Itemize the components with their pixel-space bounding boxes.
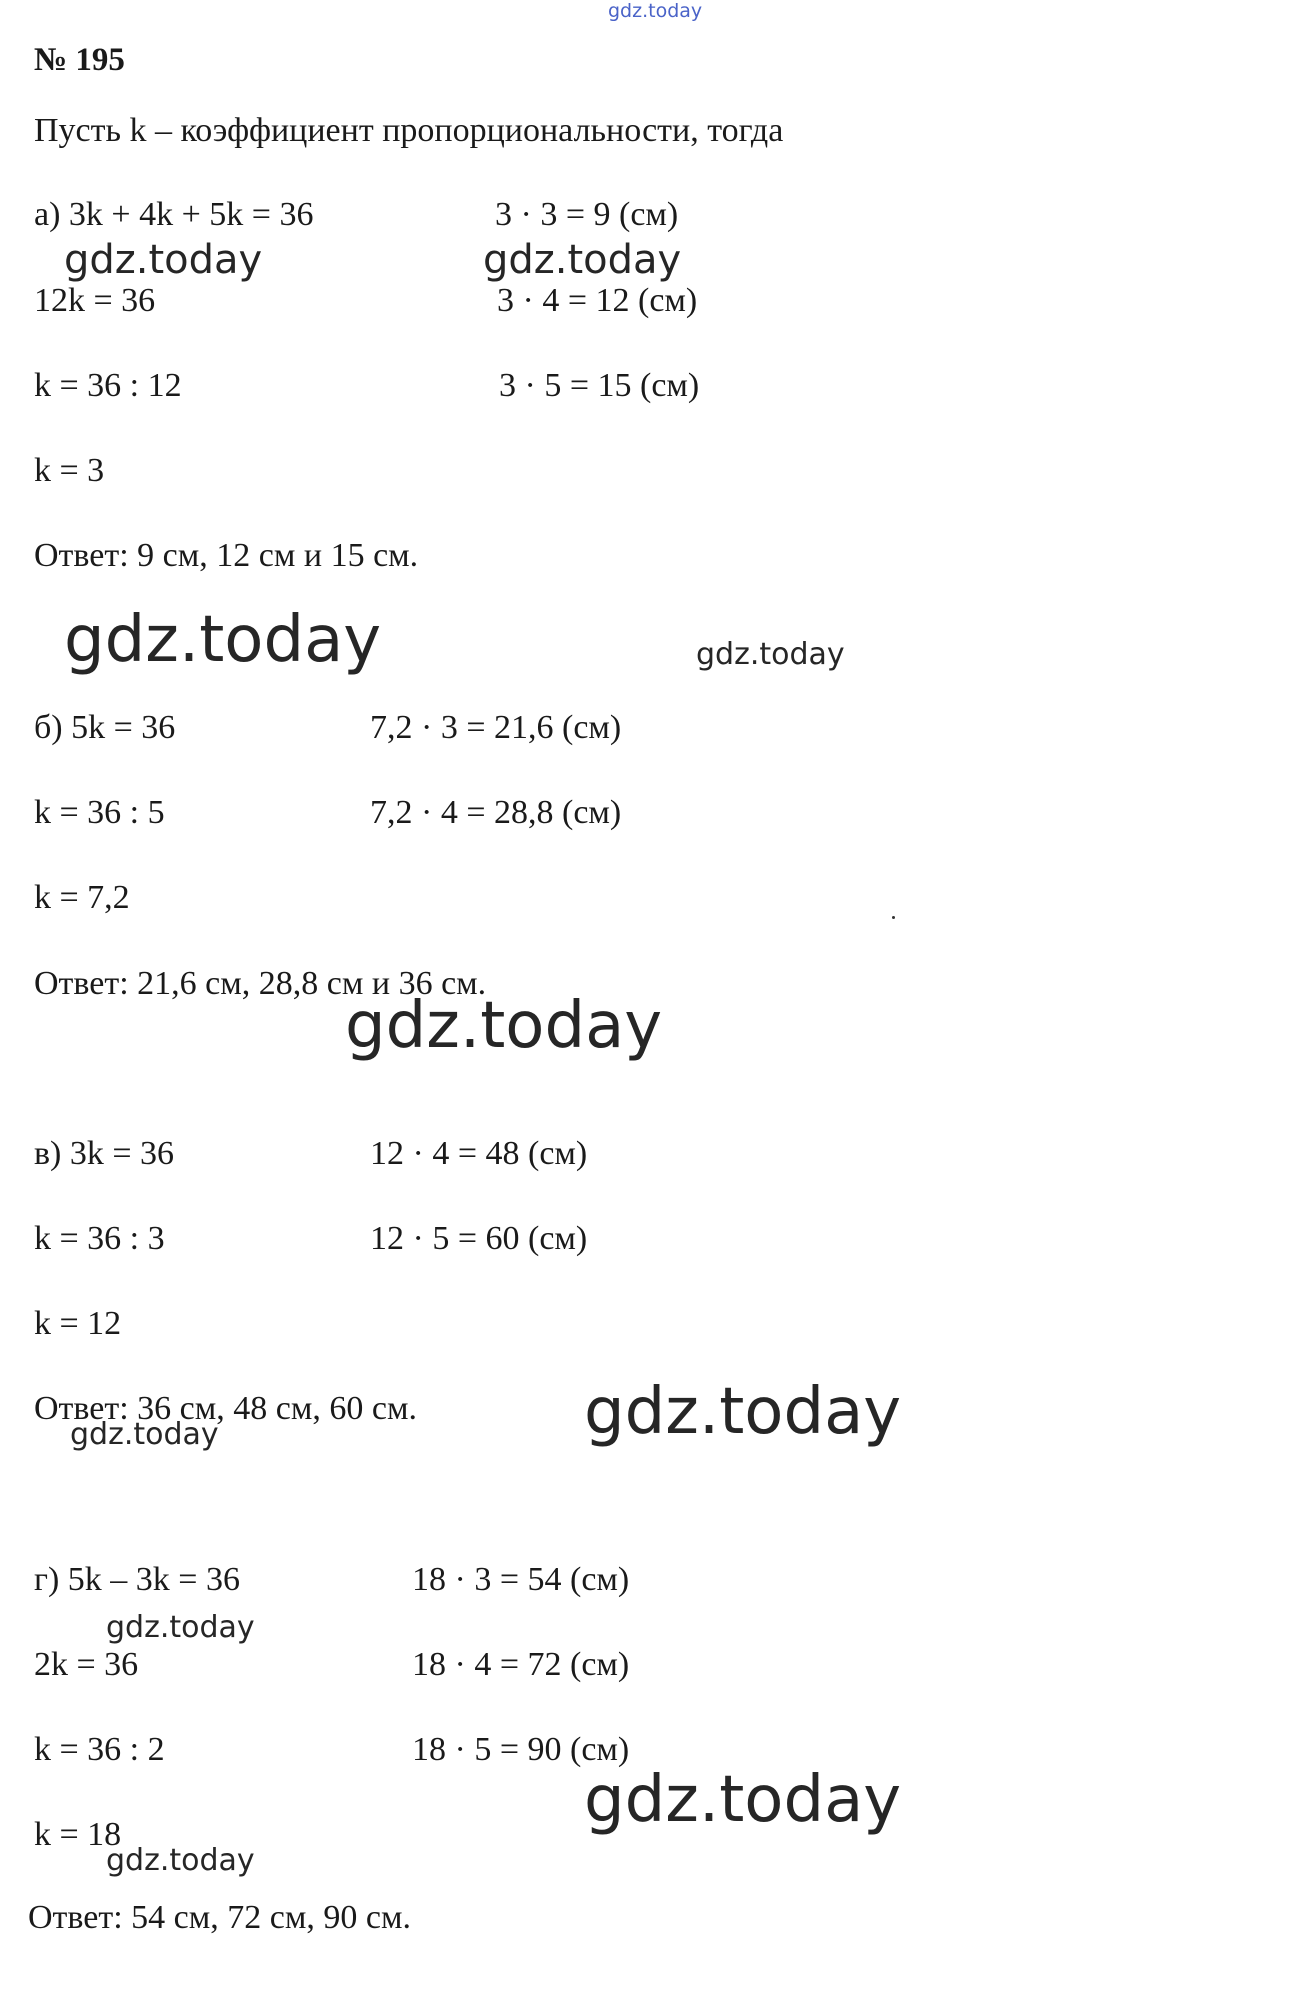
part-g-calc-3: 18 · 5 = 90 (см) (412, 1731, 630, 1768)
watermark: gdz.today (483, 237, 682, 283)
part-a-calc-2: 3 · 4 = 12 (см) (497, 282, 698, 319)
problem-number: № 195 (34, 42, 125, 78)
part-v-calc-1: 12 · 4 = 48 (см) (370, 1135, 588, 1172)
part-v-answer: Ответ: 36 см, 48 см, 60 см. (34, 1390, 417, 1427)
part-a-equation-1: а) 3k + 4k + 5k = 36 (34, 196, 314, 233)
intro-text: Пусть k – коэффициент пропорциональности, тогда (34, 112, 784, 149)
part-a-equation-2: 12k = 36 (34, 282, 156, 319)
part-v-equation-2: k = 36 : 3 (34, 1220, 165, 1257)
part-v-calc-2: 12 · 5 = 60 (см) (370, 1220, 588, 1257)
part-a-answer: Ответ: 9 см, 12 см и 15 см. (34, 537, 419, 574)
part-a-equation-4: k = 3 (34, 452, 105, 489)
part-g-equation-2: 2k = 36 (34, 1646, 139, 1683)
part-v-equation-3: k = 12 (34, 1305, 122, 1342)
part-b-calc-2: 7,2 · 4 = 28,8 (см) (370, 794, 622, 831)
part-a-equation-3: k = 36 : 12 (34, 367, 182, 404)
stray-dot (892, 916, 895, 919)
watermark: gdz.today (584, 1763, 902, 1837)
part-g-calc-1: 18 · 3 = 54 (см) (412, 1561, 630, 1598)
part-g-calc-2: 18 · 4 = 72 (см) (412, 1646, 630, 1683)
watermark: gdz.today (106, 1610, 255, 1645)
header-watermark: gdz.today (608, 0, 703, 22)
part-g-equation-1: г) 5k – 3k = 36 (34, 1561, 240, 1598)
watermark: gdz.today (345, 989, 663, 1063)
part-b-answer: Ответ: 21,6 см, 28,8 см и 36 см. (34, 965, 487, 1002)
part-b-equation-2: k = 36 : 5 (34, 794, 165, 831)
part-b-equation-3: k = 7,2 (34, 879, 130, 916)
part-v-equation-1: в) 3k = 36 (34, 1135, 175, 1172)
part-a-calc-1: 3 · 3 = 9 (см) (495, 196, 679, 233)
watermark: gdz.today (70, 1417, 219, 1452)
part-g-answer: Ответ: 54 см, 72 см, 90 см. (28, 1899, 411, 1936)
part-g-equation-3: k = 36 : 2 (34, 1731, 165, 1768)
watermark: gdz.today (696, 637, 845, 672)
part-b-calc-1: 7,2 · 3 = 21,6 (см) (370, 709, 622, 746)
watermark: gdz.today (584, 1375, 902, 1449)
part-a-calc-3: 3 · 5 = 15 (см) (499, 367, 700, 404)
watermark: gdz.today (106, 1843, 255, 1878)
part-b-equation-1: б) 5k = 36 (34, 709, 176, 746)
watermark: gdz.today (64, 603, 382, 677)
part-g-equation-4: k = 18 (34, 1816, 122, 1853)
watermark: gdz.today (64, 237, 263, 283)
